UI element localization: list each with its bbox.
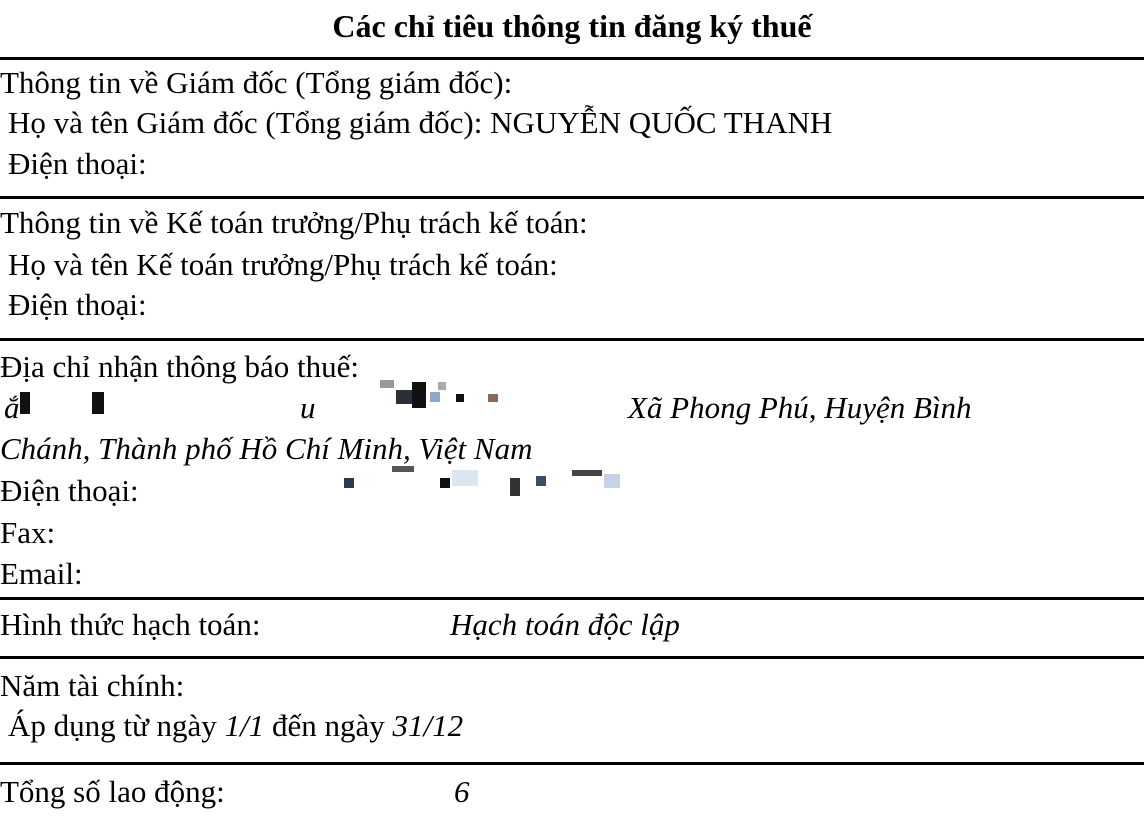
accounting-form-label: Hình thức hạch toán: bbox=[0, 607, 261, 642]
fiscal-year-apply-from: Áp dụng từ ngày bbox=[8, 708, 217, 743]
address-fragment-b: u bbox=[300, 390, 316, 425]
director-name-label-text: Họ và tên Giám đốc (Tổng giám đốc): bbox=[8, 105, 483, 140]
accounting-form-value: Hạch toán độc lập bbox=[450, 607, 680, 642]
tax-notice-phone-label: Điện thoại: bbox=[0, 473, 139, 508]
accountant-heading: Thông tin về Kế toán trưởng/Phụ trách kế toán: bbox=[0, 205, 588, 240]
accountant-name-label: Họ và tên Kế toán trưởng/Phụ trách kế toán: bbox=[8, 247, 558, 282]
director-name-value: NGUYỄN QUỐC THANH bbox=[490, 105, 833, 140]
fiscal-year-to-value: 31/12 bbox=[392, 708, 464, 743]
divider bbox=[0, 196, 1144, 199]
address-line1: Xã Phong Phú, Huyện Bình bbox=[628, 390, 972, 425]
address-fragment-a: ắ bbox=[4, 390, 20, 425]
fiscal-year-to-text: đến ngày bbox=[271, 708, 385, 743]
director-phone-label: Điện thoại: bbox=[8, 146, 147, 181]
divider bbox=[0, 338, 1144, 341]
labor-label: Tổng số lao động: bbox=[0, 774, 225, 809]
tax-notice-fax-label: Fax: bbox=[0, 515, 56, 550]
tax-notice-label: Địa chỉ nhận thông báo thuế: bbox=[0, 349, 359, 384]
fiscal-year-range bbox=[8, 707, 463, 745]
accountant-phone-label: Điện thoại: bbox=[8, 287, 147, 322]
divider bbox=[0, 656, 1144, 659]
labor-value: 6 bbox=[454, 774, 470, 809]
tax-notice-email-label: Email: bbox=[0, 556, 83, 591]
director-heading: Thông tin về Giám đốc (Tổng giám đốc): bbox=[0, 65, 513, 100]
director-name-label bbox=[8, 104, 832, 142]
divider bbox=[0, 57, 1144, 60]
address-line2: Chánh, Thành phố Hồ Chí Minh, Việt Nam bbox=[0, 431, 533, 466]
fiscal-year-from-value: 1/1 bbox=[224, 708, 265, 743]
divider bbox=[0, 597, 1144, 600]
page-title: Các chỉ tiêu thông tin đăng ký thuế bbox=[332, 8, 812, 44]
fiscal-year-label: Năm tài chính: bbox=[0, 668, 185, 703]
divider bbox=[0, 762, 1144, 765]
